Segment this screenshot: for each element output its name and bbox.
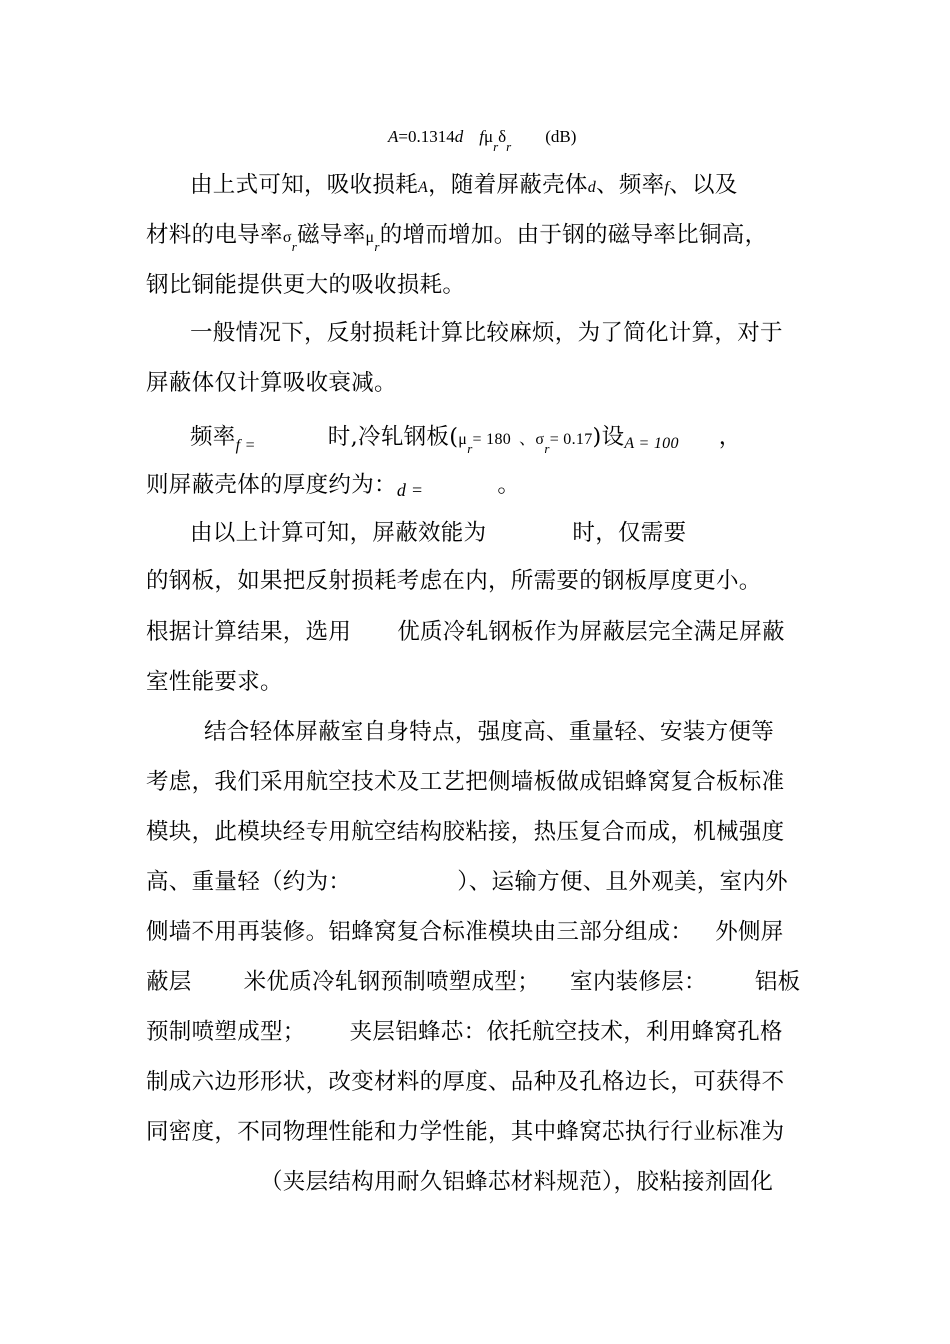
var-f: f	[664, 179, 670, 196]
p5-line1: 结合轻体屏蔽室自身特点，强度高、重量轻、安装方便等	[204, 719, 775, 745]
text: 、以及	[669, 172, 738, 198]
text: 。	[497, 472, 521, 498]
p5-line5	[146, 917, 784, 947]
formula-delta: δ	[498, 127, 507, 146]
p5-line10: （夹层结构用耐久铝蜂芯材料规范），胶粘接剂固化	[260, 1169, 774, 1195]
text: 优质冷轧钢板作为屏蔽层完全满足屏蔽	[397, 619, 785, 645]
sigma-symbol: σ	[535, 431, 545, 448]
p5-line2: 考虑，我们采用航空技术及工艺把侧墙板做成铝蜂窝复合板标准	[146, 769, 785, 795]
text: ，随着屏蔽壳体	[428, 172, 588, 198]
p2-line1: 一般情况下，反射损耗计算比较麻烦，为了简化计算，对于	[190, 320, 783, 346]
a-eq: A = 100	[624, 435, 679, 452]
text: 根据计算结果，选用	[146, 619, 352, 645]
p1-line3: 钢比铜能提供更大的吸收损耗。	[146, 272, 466, 298]
formula-mu: μ	[483, 127, 494, 146]
sigma-symbol: σ	[282, 229, 292, 246]
text: ）、运输方便、且外观美，室内外	[457, 869, 788, 895]
formula-var-a: A	[388, 127, 399, 146]
p4-line2: 的钢板，如果把反射损耗考虑在内，所需要的钢板厚度更小。	[146, 568, 762, 594]
p5-line4	[146, 867, 788, 897]
text: 时,冷轧钢板(	[327, 424, 459, 450]
text: 夹层铝蜂芯：依托航空技术，利用蜂窝孔格	[349, 1019, 783, 1045]
sub-r: r	[544, 441, 550, 456]
p1-line1	[190, 170, 738, 203]
text: 的增而增加。由于钢的磁导率比铜高，	[379, 222, 768, 248]
text: 铝板	[754, 969, 801, 995]
absorption-formula	[388, 122, 576, 153]
formula-unit: (dB)	[545, 127, 577, 146]
formula-var-d: d	[454, 127, 464, 146]
formula-sub-r2: r	[506, 139, 512, 154]
mu-symbol: μ	[365, 229, 375, 246]
var-a: A	[418, 179, 429, 196]
d-eq: d =	[396, 480, 424, 500]
text: 频率	[190, 424, 236, 450]
text: 预制喷塑成型；	[146, 1019, 306, 1045]
p4-line3	[146, 617, 785, 647]
p5-line8: 制成六边形形状，改变材料的厚度、品种及孔格边长，可获得不	[146, 1069, 785, 1095]
p5-line7	[146, 1017, 783, 1047]
mu-symbol: μ	[458, 431, 468, 448]
text: 材料的电导率	[146, 222, 283, 248]
sub-r: r	[374, 239, 380, 254]
p2-line2: 屏蔽体仅计算吸收衰减。	[146, 370, 397, 396]
freq-eq: f =	[235, 437, 256, 454]
formula-constant: =0.1314	[398, 127, 455, 146]
formula-var-f: f	[479, 127, 484, 146]
text: 则屏蔽壳体的厚度约为：	[146, 472, 397, 498]
text: 由以上计算可知，屏蔽效能为	[190, 520, 487, 546]
p3-line1	[190, 422, 742, 455]
text: ，	[718, 424, 742, 450]
p5-line3: 模块，此模块经专用航空结构胶粘接，热压复合而成，机械强度	[146, 819, 785, 845]
p4-line4: 室性能要求。	[146, 669, 283, 695]
p4-line1	[190, 518, 686, 548]
text: 室内装修层：	[570, 969, 707, 995]
text: )设	[592, 424, 625, 450]
formula-sub-r: r	[493, 139, 499, 154]
p1-line2	[146, 220, 767, 253]
var-d: d	[587, 179, 597, 196]
sub-r: r	[291, 239, 298, 254]
text: 磁导率	[297, 222, 366, 248]
mu-value: = 180	[472, 431, 512, 448]
separator: 、	[519, 431, 536, 448]
text: 由上式可知，吸收损耗	[190, 172, 419, 198]
sub-r: r	[467, 441, 473, 456]
text: 外侧屏	[715, 919, 784, 945]
text: 高、重量轻（约为：	[146, 869, 352, 895]
text: 、频率	[596, 172, 665, 198]
text: 侧墙不用再装修。铝蜂窝复合标准模块由三部分组成：	[146, 919, 694, 945]
p5-line6	[146, 967, 800, 997]
p3-line2	[146, 470, 520, 501]
p5-line9: 同密度，不同物理性能和力学性能，其中蜂窝芯执行行业标准为	[146, 1119, 785, 1145]
sigma-value: = 0.17	[549, 431, 593, 448]
text: 米优质冷轧钢预制喷塑成型；	[243, 969, 541, 995]
text: 蔽层	[146, 969, 192, 995]
text: 时，仅需要	[572, 520, 687, 546]
